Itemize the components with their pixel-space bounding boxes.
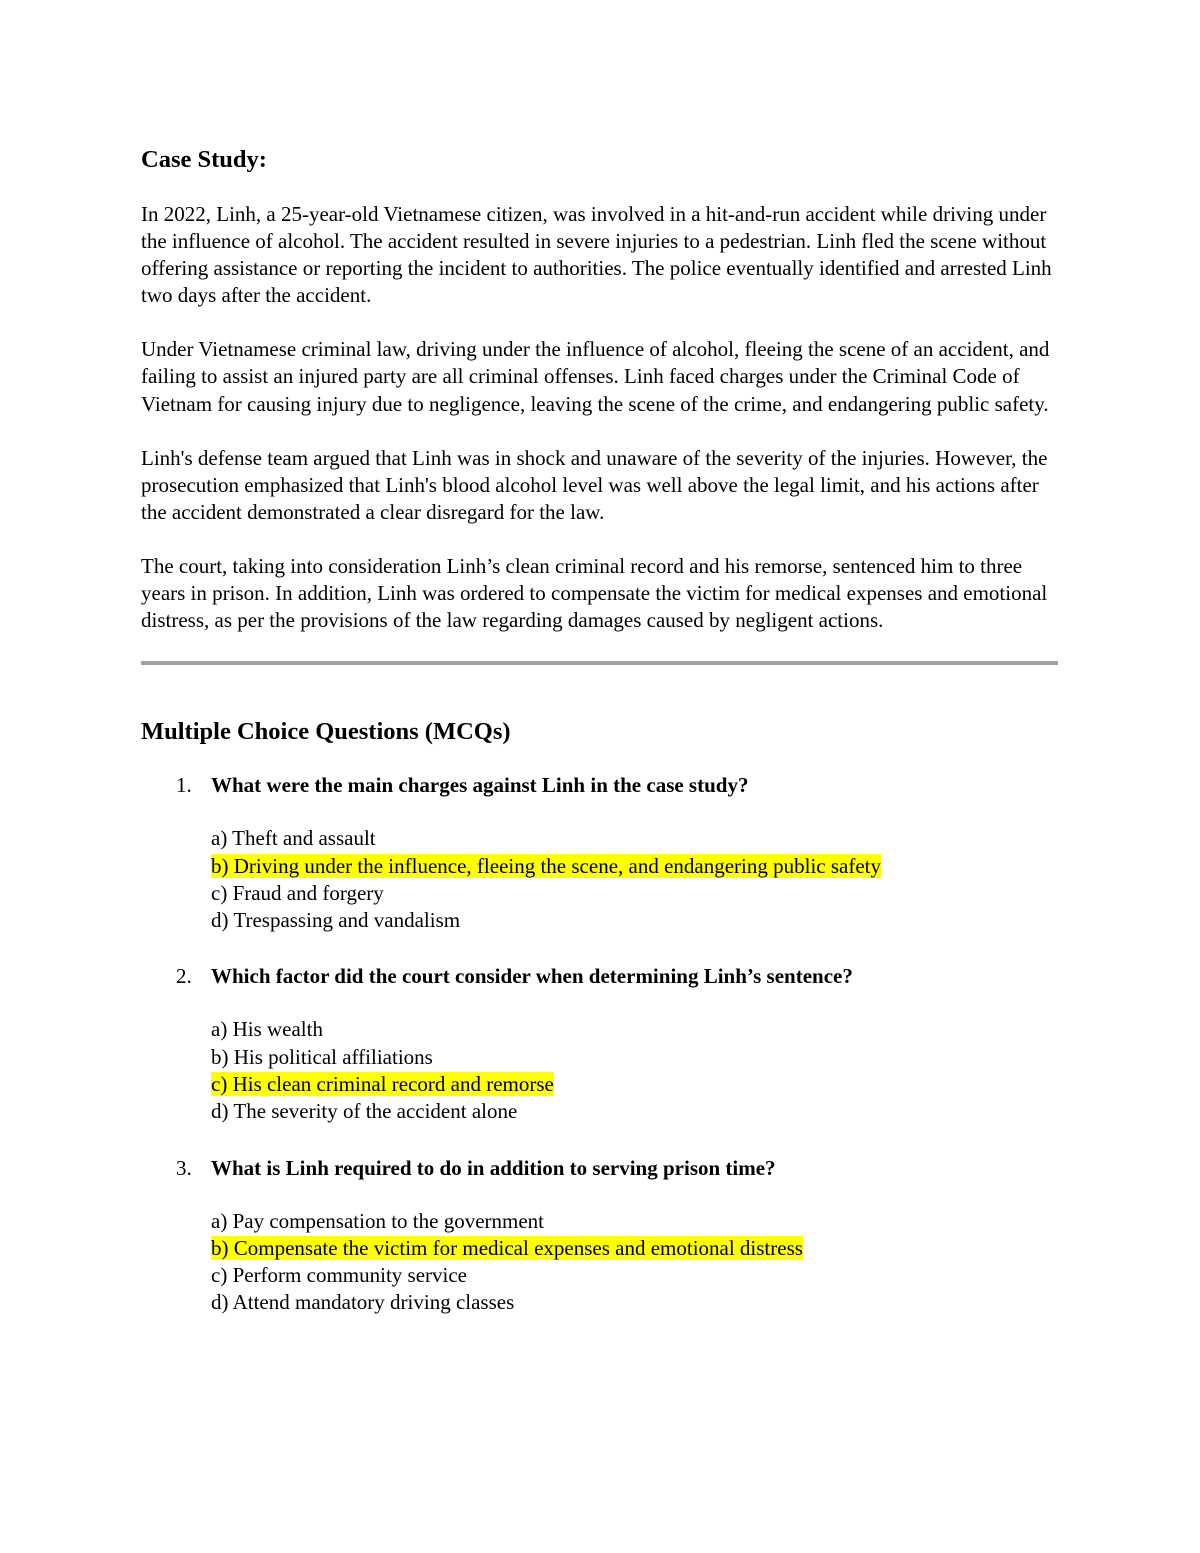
question-list xyxy=(141,770,1066,1317)
question-number: 3. xyxy=(176,1155,192,1180)
highlighted-answer: b) Compensate the victim for medical expenses and emotional distress xyxy=(211,1235,803,1260)
option-label: c) Fraud and forgery xyxy=(211,880,384,905)
option-c xyxy=(211,1262,1066,1289)
question-number: 1. xyxy=(176,773,192,798)
horizontal-divider xyxy=(141,661,1058,665)
option-label: d) The severity of the accident alone xyxy=(211,1099,518,1124)
option-b-correct xyxy=(211,853,1066,880)
option-a xyxy=(211,825,1066,852)
highlighted-answer: c) His clean criminal record and remorse xyxy=(211,1072,554,1096)
question-number: 2. xyxy=(176,964,192,989)
mcq-section-title: Multiple Choice Questions (MCQs) xyxy=(141,718,511,746)
option-label: a) Theft and assault xyxy=(211,826,376,851)
option-label: d) Trespassing and vandalism xyxy=(211,908,461,933)
case-paragraph-4: The court, taking into consideration Linh’s clean criminal record and his remorse, sentenced him to three years in prison. In addition, Linh was ordered to compensate the victim for medical expenses and emotional distress, as per the provisions of the law regarding damages caused by negligent actions. xyxy=(141,553,1048,633)
option-label: a) Pay compensation to the government xyxy=(211,1208,544,1233)
case-paragraph-1: In 2022, Linh, a 25-year-old Vietnamese citizen, was involved in a hit-and-run accident while driving under the influence of alcohol. The accident resulted in severe injuries to a pedestrian. Linh fled the scene without offering assistance or reporting the incident to authorities. The police eventually identified and arrested Linh two days after the accident. xyxy=(141,202,1052,308)
option-a xyxy=(211,1016,1066,1043)
option-label: d) Attend mandatory driving classes xyxy=(211,1290,515,1315)
option-a xyxy=(211,1208,1066,1235)
question-item xyxy=(141,961,1066,1125)
option-b-correct xyxy=(211,1235,1066,1262)
option-d xyxy=(211,907,1066,934)
document-page xyxy=(141,140,1066,1317)
option-list xyxy=(211,1016,1066,1125)
option-list xyxy=(211,825,1066,934)
option-b xyxy=(211,1044,1066,1071)
case-paragraph-3: Linh's defense team argued that Linh was in shock and unaware of the severity of the injuries. However, the prosecution emphasized that Linh's blood alcohol level was well above the legal limit, and his actions after the accident demonstrated a clear disregard for the law. xyxy=(141,445,1048,524)
question-text: What were the main charges against Linh in the case study? xyxy=(211,773,749,798)
option-label: c) Perform community service xyxy=(211,1263,467,1288)
option-d xyxy=(211,1289,1066,1316)
case-study-title: Case Study: xyxy=(141,146,267,173)
question-item xyxy=(141,1153,1066,1317)
question-text: What is Linh required to do in addition to serving prison time? xyxy=(211,1155,776,1180)
option-d xyxy=(211,1098,1066,1125)
option-list xyxy=(211,1208,1066,1317)
question-item xyxy=(141,770,1066,934)
question-text: Which factor did the court consider when determining Linh’s sentence? xyxy=(211,964,853,989)
highlighted-answer: b) Driving under the influence, fleeing the scene, and endangering public safety xyxy=(211,853,882,878)
option-label: a) His wealth xyxy=(211,1017,323,1042)
case-paragraph-2: Under Vietnamese criminal law, driving under the influence of alcohol, fleeing the scene of an accident, and failing to assist an injured party are all criminal offenses. Linh faced charges under the Criminal Code of Vietnam for causing injury due to negligence, leaving the scene of the crime, and endangering public safety. xyxy=(141,337,1050,416)
option-c xyxy=(211,880,1066,907)
option-c-correct xyxy=(211,1071,1066,1098)
option-label: b) His political affiliations xyxy=(211,1044,433,1069)
